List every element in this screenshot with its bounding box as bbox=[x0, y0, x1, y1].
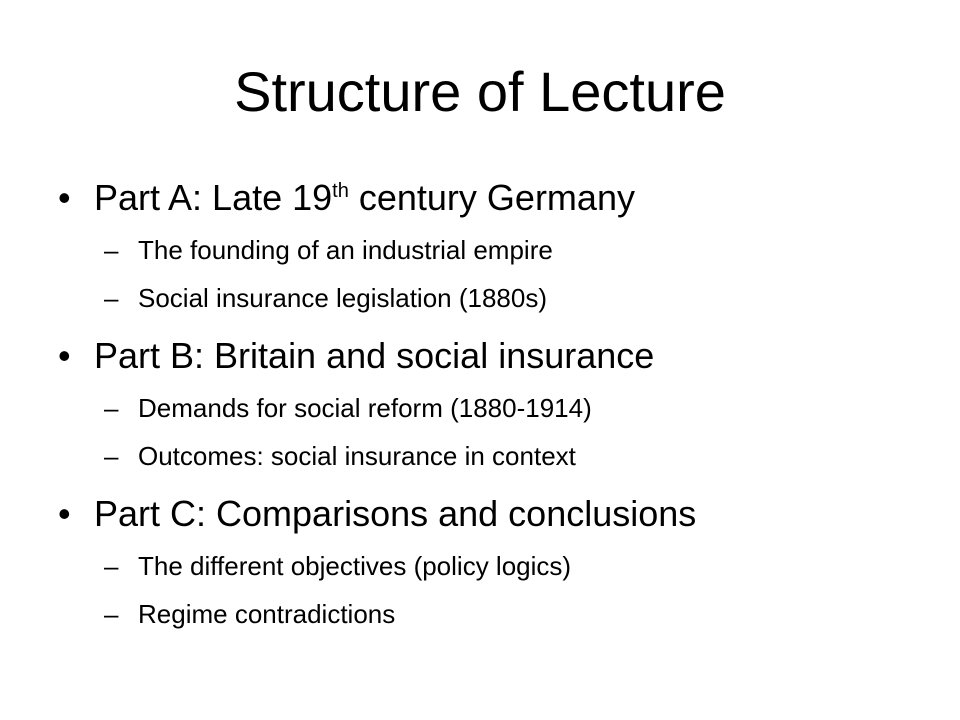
dash-icon: – bbox=[104, 393, 119, 423]
sub-bullet-text: Outcomes: social insurance in context bbox=[138, 441, 576, 471]
heading-text-continued: century Germany bbox=[348, 177, 635, 218]
dash-icon: – bbox=[104, 599, 119, 629]
bullet-dot-icon: • bbox=[58, 493, 71, 534]
heading-text: Part B: Britain and social insurance bbox=[94, 335, 655, 376]
heading-text: Part C: Comparisons and conclusions bbox=[94, 493, 697, 534]
sub-bullet bbox=[58, 384, 938, 432]
heading-text: Part A: Late 19 bbox=[94, 177, 333, 218]
sub-bullet bbox=[58, 432, 938, 480]
heading-superscript: th bbox=[332, 180, 349, 202]
section-part-b bbox=[58, 328, 938, 480]
sub-bullet-text: The different objectives (policy logics) bbox=[138, 551, 572, 581]
main-bullet bbox=[58, 328, 938, 384]
sub-bullet-text: The founding of an industrial empire bbox=[138, 235, 553, 265]
bullet-dot-icon: • bbox=[58, 335, 71, 376]
sub-bullet bbox=[58, 590, 938, 638]
dash-icon: – bbox=[104, 235, 119, 265]
dash-icon: – bbox=[104, 441, 119, 471]
main-bullet bbox=[58, 486, 938, 542]
bullet-dot-icon: • bbox=[58, 177, 71, 218]
sub-bullet-text: Regime contradictions bbox=[138, 599, 396, 629]
main-bullet bbox=[58, 170, 938, 226]
slide-title: Structure of Lecture bbox=[234, 60, 726, 123]
sub-bullet-text: Social insurance legislation (1880s) bbox=[138, 283, 548, 313]
sub-bullet-text: Demands for social reform (1880-1914) bbox=[138, 393, 592, 423]
dash-icon: – bbox=[104, 551, 119, 581]
section-part-c bbox=[58, 486, 938, 638]
section-part-a bbox=[58, 170, 938, 322]
sub-bullet bbox=[58, 542, 938, 590]
dash-icon: – bbox=[104, 283, 119, 313]
sub-bullet bbox=[58, 274, 938, 322]
bullet-list bbox=[58, 170, 938, 644]
sub-bullet bbox=[58, 226, 938, 274]
